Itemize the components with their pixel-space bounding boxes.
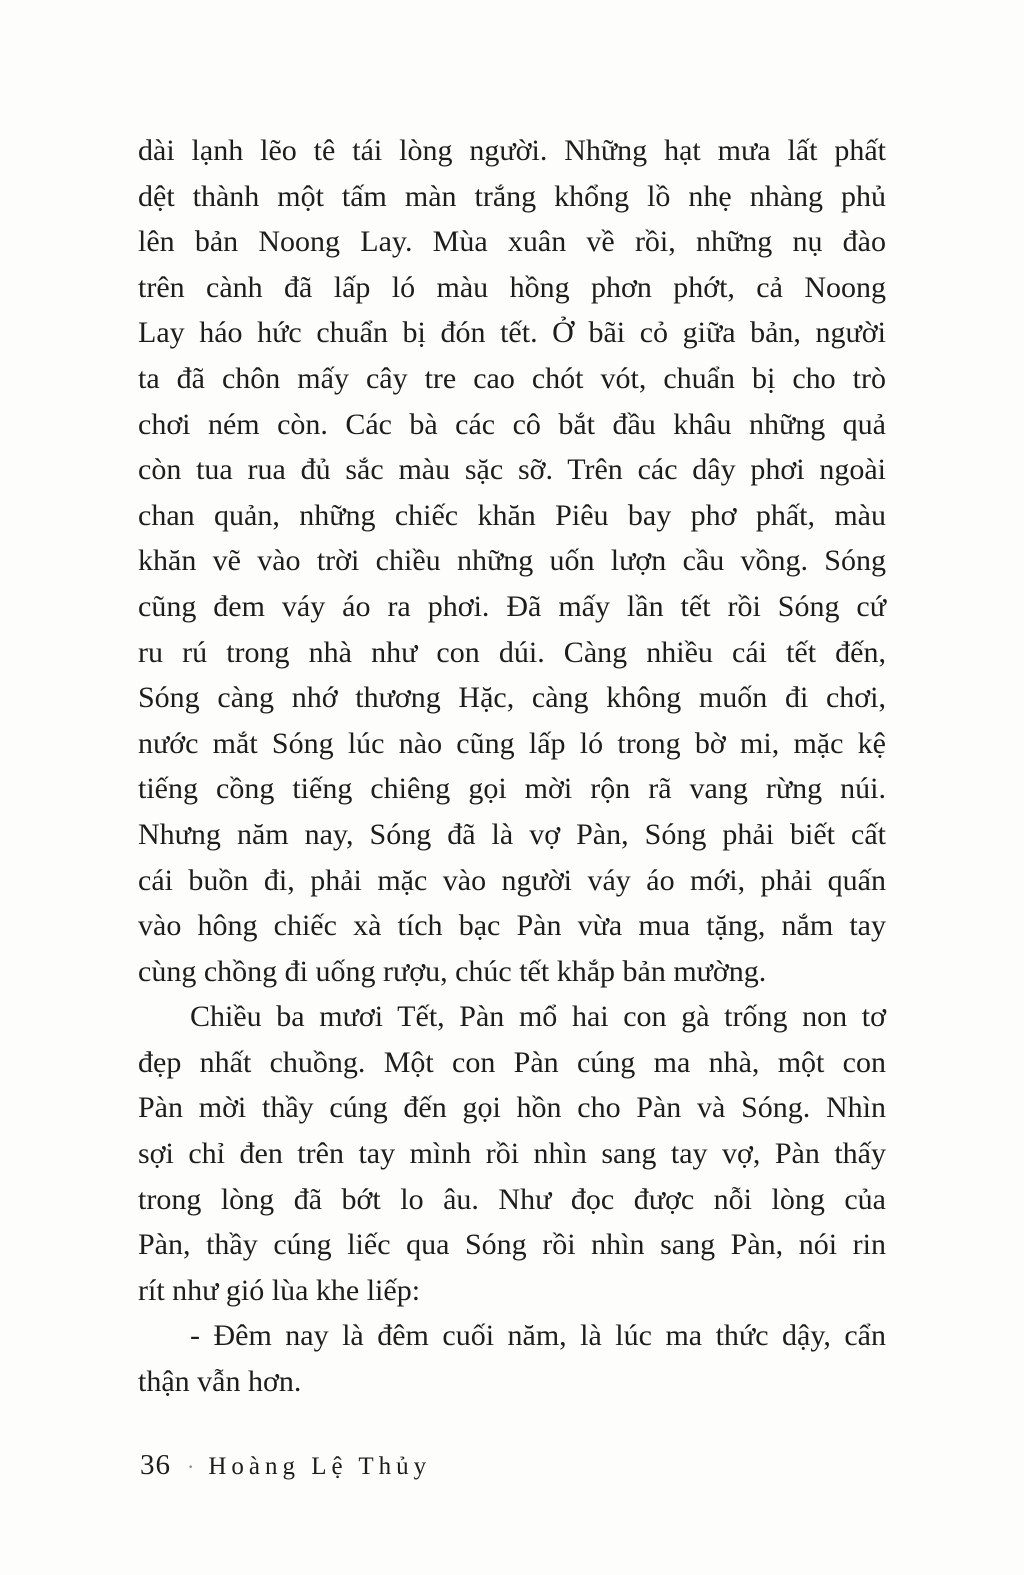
text-line: rít như gió lùa khe liếp: xyxy=(138,1273,421,1307)
text-line: tiếng cồng tiếng chiêng gọi mời rộn rã vang rừng núi. xyxy=(138,772,886,806)
text-line: cũng đem váy áo ra phơi. Đã mấy lần tết rồi Sóng cứ xyxy=(138,589,886,623)
text-line: vào hông chiếc xà tích bạc Pàn vừa mua tặng, nắm tay xyxy=(138,909,886,943)
text-line: cùng chồng đi uống rượu, chúc tết khắp bản mường. xyxy=(138,954,767,988)
body-text xyxy=(138,128,886,1405)
text-line: khăn vẽ vào trời chiều những uốn lượn cầu vồng. Sóng xyxy=(138,544,886,578)
text-line: Pàn mời thầy cúng đến gọi hồn cho Pàn và Sóng. Nhìn xyxy=(138,1091,886,1125)
text-line: Chiều ba mươi Tết, Pàn mổ hai con gà trống non tơ xyxy=(190,1000,886,1034)
text-line: thận vẫn hơn. xyxy=(138,1365,302,1399)
text-line: chan quản, những chiếc khăn Piêu bay phơ phất, màu xyxy=(138,498,886,532)
footer-separator-dot: · xyxy=(187,1454,195,1479)
text-line: trong lòng đã bớt lo âu. Như đọc được nỗi lòng của xyxy=(138,1182,886,1216)
text-line: đẹp nhất chuồng. Một con Pàn cúng ma nhà, một con xyxy=(138,1045,886,1079)
text-line: dệt thành một tấm màn trắng khổng lồ nhẹ nhàng phủ xyxy=(138,179,886,213)
text-line: Lay háo hức chuẩn bị đón tết. Ở bãi cỏ giữa bản, người xyxy=(138,316,886,350)
text-line: ta đã chôn mấy cây tre cao chót vót, chuẩn bị cho trò xyxy=(138,361,886,395)
page-number: 36 xyxy=(140,1449,171,1481)
text-line: dài lạnh lẽo tê tái lòng người. Những hạt mưa lất phất xyxy=(138,134,886,167)
page-footer xyxy=(140,1449,431,1482)
text-line: lên bản Noong Lay. Mùa xuân về rồi, những nụ đào xyxy=(138,225,886,259)
text-line: còn tua rua đủ sắc màu sặc sỡ. Trên các dây phơi ngoài xyxy=(138,453,886,487)
text-line: trên cành đã lấp ló màu hồng phơn phớt, cả Noong xyxy=(138,270,886,304)
text-line: Pàn, thầy cúng liếc qua Sóng rồi nhìn sang Pàn, nói rin xyxy=(138,1228,886,1262)
text-line: Nhưng năm nay, Sóng đã là vợ Pàn, Sóng phải biết cất xyxy=(138,817,886,851)
text-line: sợi chỉ đen trên tay mình rồi nhìn sang tay vợ, Pàn thấy xyxy=(138,1137,886,1171)
text-line: chơi ném còn. Các bà các cô bắt đầu khâu những quả xyxy=(138,407,886,441)
text-line: ru rú trong nhà như con dúi. Càng nhiều cái tết đến, xyxy=(138,635,886,669)
text-line: - Đêm nay là đêm cuối năm, là lúc ma thức dậy, cẩn xyxy=(190,1319,886,1353)
text-line: Sóng càng nhớ thương Hặc, càng không muốn đi chơi, xyxy=(138,681,886,715)
text-line: nước mắt Sóng lúc nào cũng lấp ló trong bờ mi, mặc kệ xyxy=(138,726,886,760)
text-line: cái buồn đi, phải mặc vào người váy áo mới, phải quấn xyxy=(138,863,886,897)
running-author: Hoàng Lệ Thủy xyxy=(208,1453,432,1480)
